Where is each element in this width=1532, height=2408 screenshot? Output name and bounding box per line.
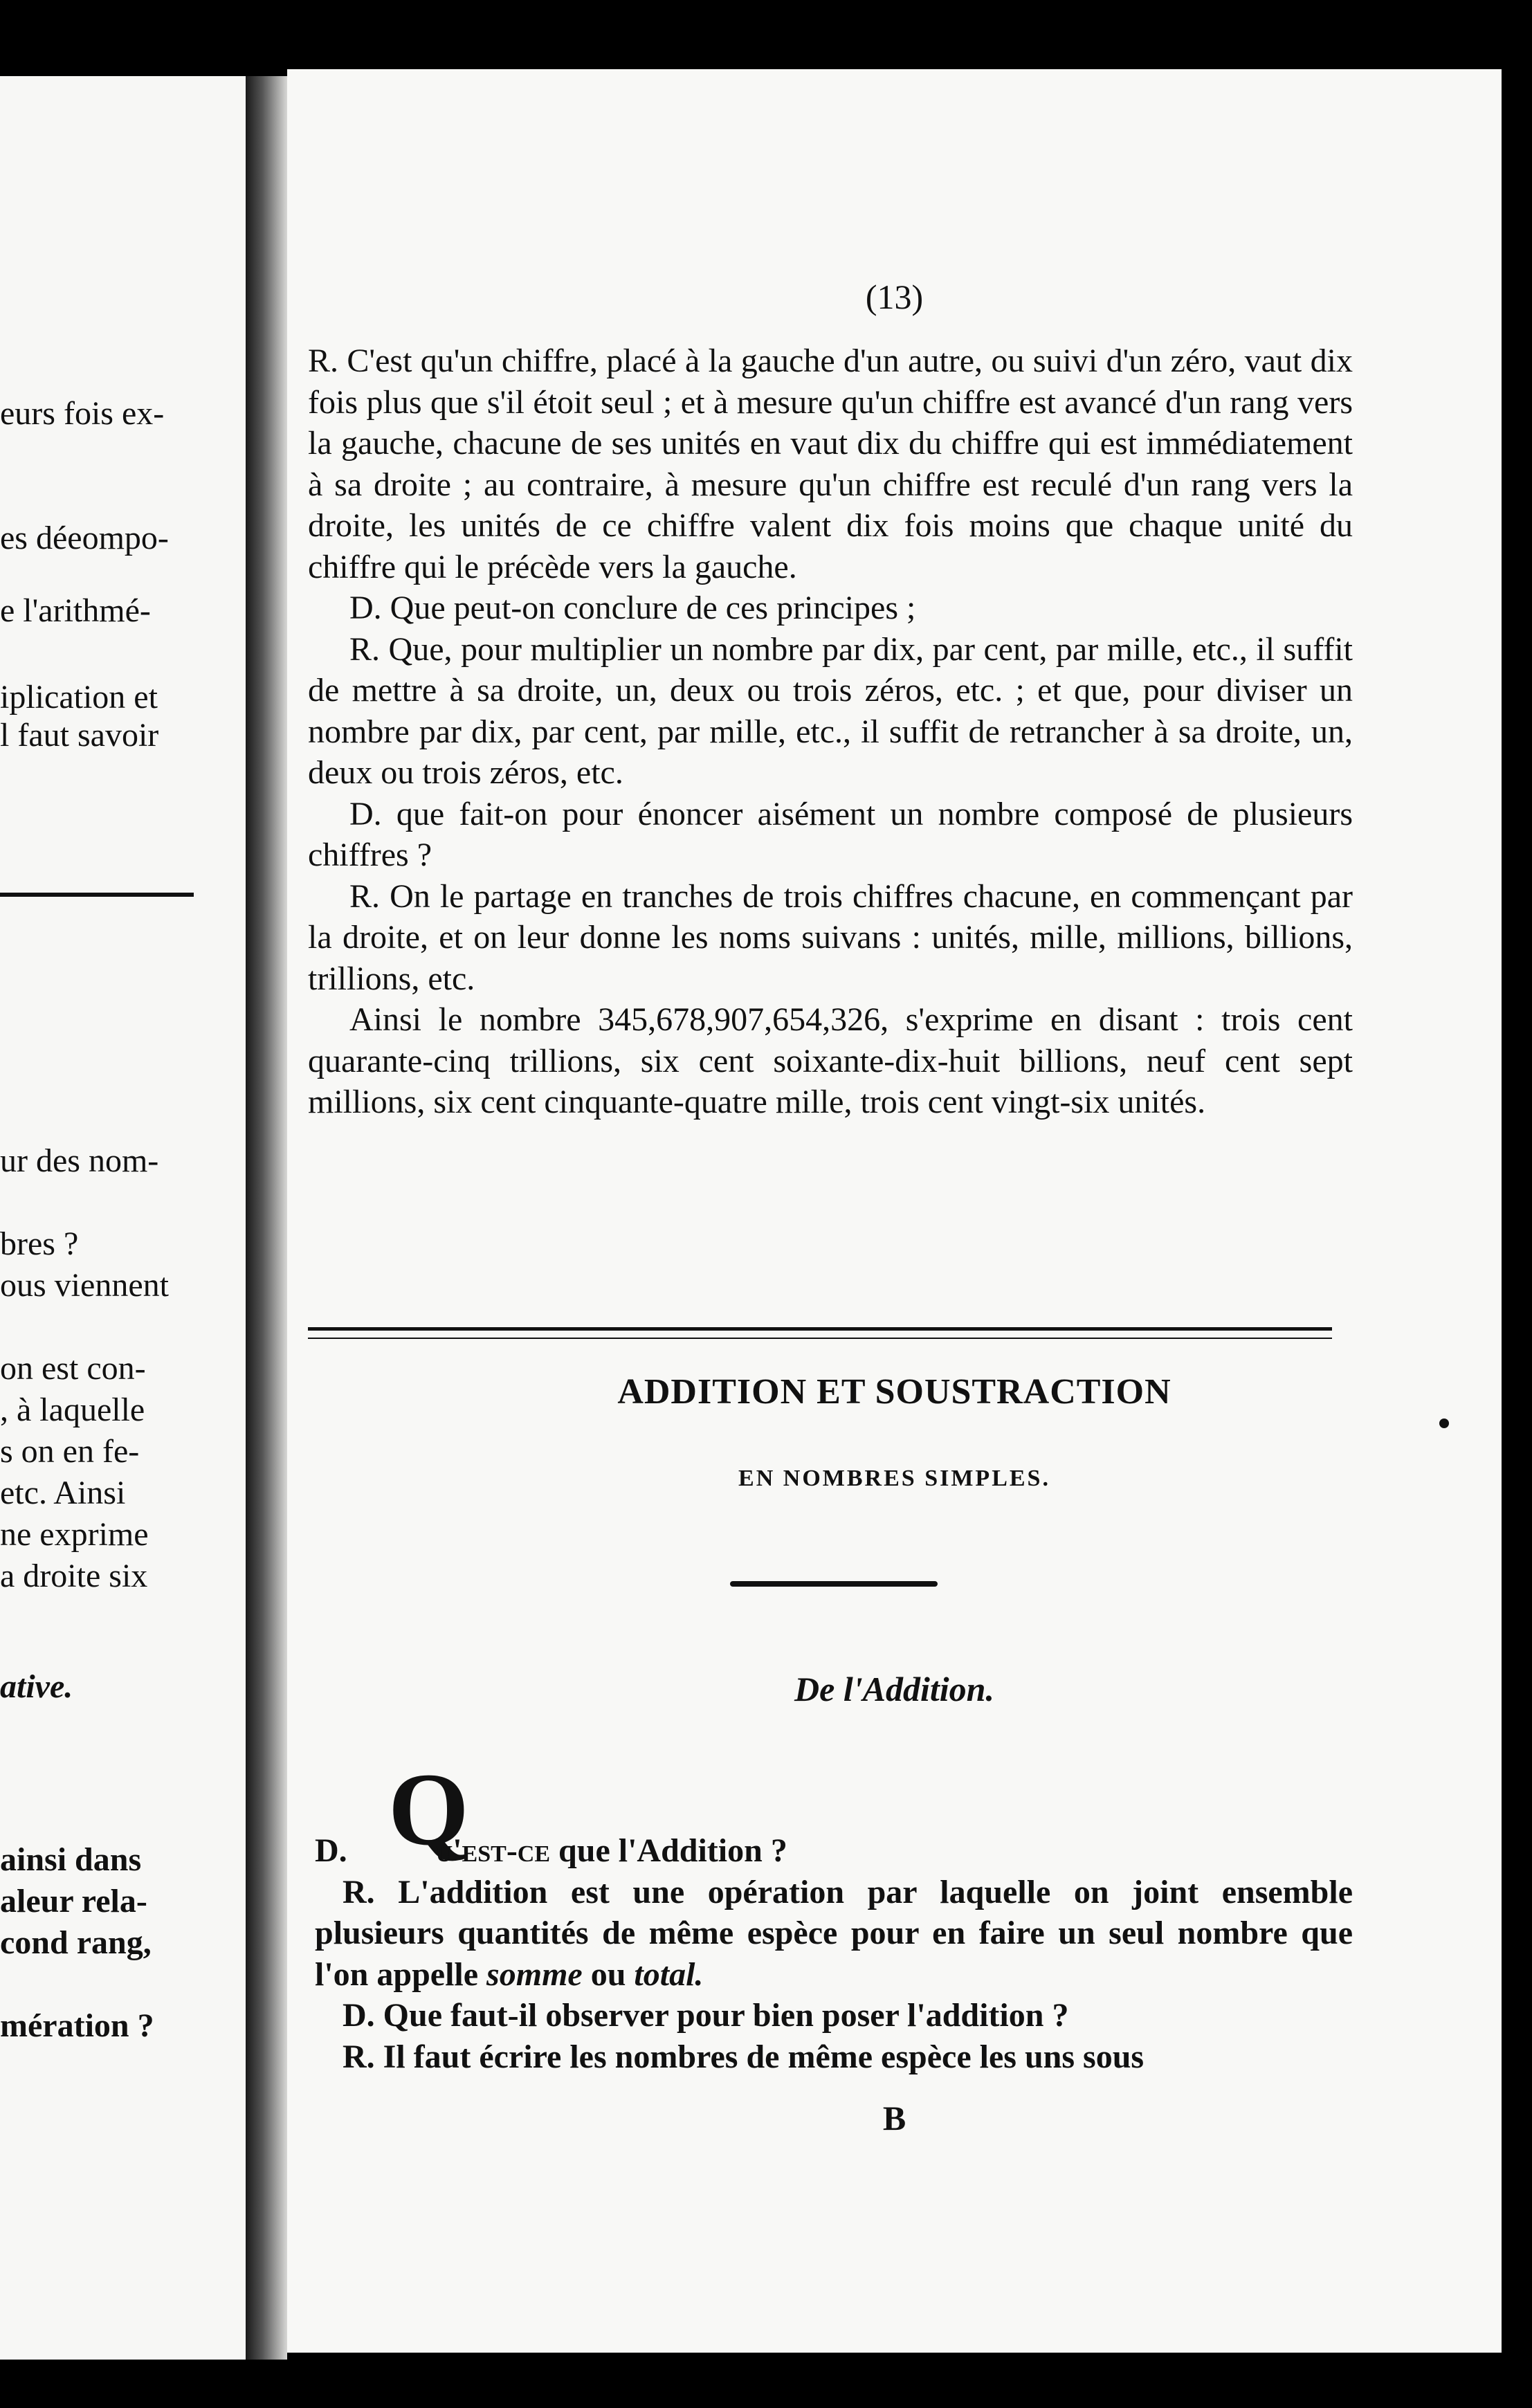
paragraph: R. Que, pour multiplier un nombre par dix, par cent, par mille, etc., il suffit de mettre à sa droite, un, deux ou trois zéros, etc. ; et que, pour diviser un nombre par dix, par cent, par mille, etc., il suffit de retrancher à sa droite, un, deux ou trois zéros, etc. bbox=[308, 630, 1353, 791]
chapter-title: ADDITION ET SOUSTRACTION bbox=[617, 1372, 1171, 1412]
left-text-line: mération ? bbox=[0, 2007, 154, 2044]
paragraph: D. Que peut-on conclure de ces principes ; bbox=[349, 590, 916, 626]
scan-speck bbox=[1439, 1419, 1449, 1428]
question-smallcaps: u'est-ce bbox=[435, 1832, 551, 1869]
paragraph: Ainsi le nombre 345,678,907,654,326, s'exprime en disant : trois cent quarante-cinq trillions, six cent soixante-dix-huit billions, neuf cent sept millions, six cent cinquante-quatre mille, trois cent vingt-six unités. bbox=[308, 1001, 1353, 1120]
term-somme: somme bbox=[486, 1955, 583, 1993]
left-text-line: ainsi dans bbox=[0, 1841, 142, 1878]
short-divider bbox=[730, 1581, 938, 1587]
question-2: D. Que faut-il observer pour bien poser l'addition ? bbox=[343, 1997, 1069, 2034]
paragraph: R. On le partage en tranches de trois chiffres chacune, en commençant par la droite, et on leur donne les noms suivans : unités, mille, millions, billions, trillions, etc. bbox=[308, 877, 1353, 997]
left-text-line: etc. Ainsi bbox=[0, 1475, 126, 1511]
scan-border bbox=[1502, 69, 1532, 2353]
paragraph: R. C'est qu'un chiffre, placé à la gauche d'un autre, ou suivi d'un zéro, vaut dix fois plus que s'il étoit seul ; et à mesure qu'un chiffre est avancé d'un rang vers la gauche, chacune de ses unités en vaut dix du chiffre qui est immédiatement à sa droite ; au contraire, à mesure qu'un chiffre est reculé d'un rang vers la droite, les unités de ce chiffre valent dix fois moins que chaque unité du chiffre qui le précède vers la gauche. bbox=[308, 343, 1353, 585]
left-rule bbox=[0, 893, 194, 897]
left-text-line: bres ? bbox=[0, 1225, 79, 1262]
drop-cap: Q bbox=[388, 1752, 469, 1867]
term-total: total. bbox=[634, 1955, 704, 1993]
left-text-line: iplication et bbox=[0, 679, 158, 715]
answer-2: R. Il faut écrire les nombres de même espèce les uns sous bbox=[343, 2038, 1145, 2075]
left-text-line: eurs fois ex- bbox=[0, 395, 165, 432]
left-text-line: l faut savoir bbox=[0, 717, 159, 754]
left-text-line: es déeompo- bbox=[0, 520, 169, 556]
left-page bbox=[0, 76, 246, 2360]
right-page bbox=[287, 69, 1502, 2353]
answer-1: R. L'addition est une opération par laquelle on joint ensemble plusieurs quantités de même espèce pour en faire un seul nombre que l'on appelle somme ou total. bbox=[315, 1873, 1353, 1993]
signature-mark: B bbox=[882, 2099, 906, 2137]
left-text-line: cond rang, bbox=[0, 1924, 152, 1961]
left-text-line: e l'arithmé- bbox=[0, 592, 151, 629]
chapter-subtitle: EN NOMBRES SIMPLES. bbox=[738, 1466, 1050, 1491]
left-text-line: a droite six bbox=[0, 1558, 148, 1594]
question-1 bbox=[315, 1830, 1353, 1872]
left-text-line: ative. bbox=[0, 1668, 73, 1705]
addition-text bbox=[315, 1830, 1353, 2077]
section-heading: De l'Addition. bbox=[794, 1670, 994, 1708]
book-gutter bbox=[246, 76, 287, 2360]
question-rest: que l'Addition ? bbox=[550, 1832, 787, 1869]
left-text-line: , à laquelle bbox=[0, 1392, 145, 1428]
body-text bbox=[308, 340, 1353, 1123]
page-number: (13) bbox=[865, 277, 924, 316]
section-divider bbox=[308, 1327, 1332, 1339]
paragraph: D. que fait-on pour énoncer aisément un nombre composé de plusieurs chiffres ? bbox=[308, 795, 1353, 873]
left-text-line: on est con- bbox=[0, 1350, 146, 1387]
left-text-line: ne exprime bbox=[0, 1516, 149, 1553]
left-text-line: ous viennent bbox=[0, 1267, 169, 1304]
left-text-line: ur des nom- bbox=[0, 1142, 159, 1179]
left-text-line: aleur rela- bbox=[0, 1883, 147, 1919]
left-text-line: s on en fe- bbox=[0, 1433, 140, 1470]
question-label: D. bbox=[315, 1832, 347, 1869]
